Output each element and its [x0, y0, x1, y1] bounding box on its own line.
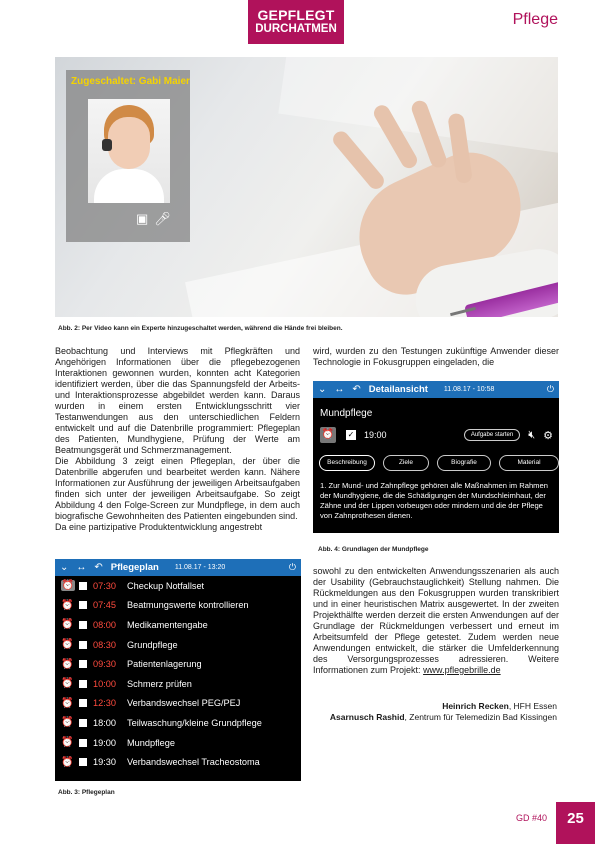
gear-icon[interactable]: ⚙ [543, 429, 553, 442]
figure-3-caption: Abb. 3: Pflegeplan [58, 789, 115, 796]
task-time: 08:30 [93, 639, 116, 650]
table-row[interactable] [55, 576, 301, 596]
task-name: Patientenlagerung [127, 659, 202, 670]
back-icon[interactable]: ↶ [94, 562, 103, 573]
alarm-off-icon[interactable]: ⏰ [61, 756, 74, 768]
task-name: Verbandswechsel Tracheostoma [127, 757, 260, 768]
paragraph: Die Abbildung 3 zeigt einen Pflegeplan, der über die Datenbrille abgerufen und bearbeitet werden kann. Nähere Informationen zur Ausführung der jeweiligen Arbeitsaufgaben finden sich unter der jeweiligen Arbeitsaufgabe. So zeigt Abbildung 4 den Folge-Screen zur Mundpflege, in dem auch biografische Gewohnheiten des Patienten eingebunden sind. [55, 456, 300, 521]
table-row[interactable] [55, 615, 301, 635]
paragraph: wird, wurden zu den Testungen zukünftige Anwender dieser Technologie in Fokusgruppen eingeladen, die [313, 346, 559, 367]
detail-heading: Mundpflege [320, 408, 373, 419]
pflegeplan-screen [55, 559, 301, 781]
task-checkbox[interactable] [79, 699, 87, 707]
author-name: Heinrich Recken [442, 701, 509, 711]
start-task-button[interactable]: Aufgabe starten [464, 429, 520, 441]
alarm-off-icon[interactable]: ⏰ [61, 697, 74, 709]
alarm-off-icon[interactable]: ⏰ [61, 619, 74, 631]
task-checkbox[interactable] [79, 582, 87, 590]
detail-title: Detailansicht [368, 384, 428, 395]
task-name: Verbandswechsel PEG/PEJ [127, 698, 241, 709]
author-affiliation: , Zentrum für Telemedizin Bad Kissingen [404, 712, 557, 722]
alarm-off-icon[interactable]: ⏰ [61, 658, 74, 670]
figure-4-caption: Abb. 4: Grundlagen der Mundpflege [318, 546, 429, 553]
table-row[interactable] [55, 752, 301, 772]
right-column-top [313, 346, 559, 368]
issue-label: GD #40 [516, 813, 548, 823]
back-icon[interactable]: ↶ [352, 384, 361, 395]
task-time: 10:00 [93, 678, 116, 689]
left-column [55, 346, 300, 533]
task-name: Schmerz prüfen [127, 678, 192, 689]
task-name: Grundpflege [127, 639, 178, 650]
task-name: Medikamentengabe [127, 619, 208, 630]
headset-icon [102, 139, 112, 151]
table-row[interactable] [55, 596, 301, 616]
page-number: 25 [556, 802, 595, 844]
paragraph: Da eine partizipative Produktentwicklung angestrebt [55, 522, 263, 532]
task-time: 07:45 [93, 600, 116, 611]
mute-icon[interactable]: 🔇︎ [528, 428, 536, 441]
chevron-down-icon[interactable]: ⌄ [318, 384, 327, 395]
table-row[interactable] [55, 654, 301, 674]
power-icon[interactable]: ⏻ [288, 562, 296, 572]
author-2 [309, 712, 557, 723]
pflegeplan-header-bar [55, 559, 301, 576]
logo-line-2: DURCHATMEN [255, 23, 337, 35]
detail-time: 11.08.17 - 10:58 [443, 386, 495, 393]
table-row[interactable] [55, 674, 301, 694]
paragraph: Beobachtung und Interviews mit Pflegkräften und Angehörigen Informationen über die pflegebezogenen Interaktionen gewonnen wurden, konnten acht Kategorien identifiziert werden, über die das Spannungsfeld der Arbeits- und Interaktionsprozesse abgebildet werden kann. Daraus wurden in einem ersten Entwicklungsschritt vier Testanwendungen aus den unterschiedlichen Feldern entwickelt und auf die Datenbrille programmiert: Pflegeplan des Patienten, Mundhygiene, Prüfung der Werte am Beatmungsgerät und Schmerzmanagement. [55, 346, 300, 455]
microphone-icon[interactable]: 🎤︎ [154, 211, 171, 226]
task-time: 18:00 [93, 717, 116, 728]
task-checkbox[interactable]: ✓ [347, 430, 355, 439]
task-checkbox[interactable] [79, 660, 87, 668]
pflegeplan-title: Pflegeplan [110, 562, 159, 573]
task-time: 19:30 [93, 757, 116, 768]
tab-ziele[interactable]: Ziele [383, 455, 429, 471]
pflegeplan-time: 11.08.17 - 13:20 [174, 564, 226, 571]
right-column-bottom [313, 566, 559, 676]
table-row[interactable] [55, 713, 301, 733]
task-checkbox[interactable] [79, 621, 87, 629]
magazine-logo [248, 0, 344, 44]
author-affiliation: , HFH Essen [508, 701, 557, 711]
task-name: Mundpflege [127, 737, 176, 748]
alarm-off-icon[interactable]: ⏰ [61, 678, 74, 690]
tab-biografie[interactable]: Biografie [437, 455, 491, 471]
detail-header-bar [313, 381, 559, 398]
alarm-off-icon[interactable]: ⏰ [61, 599, 74, 611]
video-camera-icon[interactable]: ▣ [136, 211, 149, 226]
alarm-off-icon[interactable]: ⏰ [61, 580, 75, 592]
project-link[interactable]: www.pflegebrille.de [423, 665, 501, 675]
task-name: Teilwaschung/kleine Grundpflege [127, 717, 262, 728]
author-1 [442, 701, 557, 712]
figure-2-caption: Abb. 2: Per Video kann ein Experte hinzugeschaltet werden, während die Hände frei bleiben. [58, 325, 343, 332]
alarm-off-icon[interactable]: ⏰ [61, 717, 74, 729]
task-checkbox[interactable] [79, 719, 87, 727]
task-checkbox[interactable] [79, 758, 87, 766]
task-checkbox[interactable] [79, 680, 87, 688]
video-call-overlay [66, 70, 190, 242]
task-name: Checkup Notfallset [127, 580, 205, 591]
logo-line-1: GEPFLEGT [257, 7, 335, 23]
section-title: Pflege [512, 11, 558, 28]
task-checkbox[interactable] [79, 601, 87, 609]
task-time: 12:30 [93, 698, 116, 709]
table-row[interactable] [55, 733, 301, 753]
task-list [55, 576, 301, 772]
alarm-off-icon[interactable]: ⏰ [61, 639, 74, 651]
task-time: 09:30 [93, 659, 116, 670]
detail-description: 1. Zur Mund- und Zahnpflege gehören alle Maßnahmen im Rahmen der Mundhygiene, die die Schädigungen der Mundschleimhaut, der Zähne und der Lippen vorbeugen oder mindern und die der Pflege von Zahnprothesen dienen. [320, 481, 548, 520]
tab-beschreibung[interactable]: Beschreibung [319, 455, 375, 471]
video-caption: Zugeschaltet: Gabi Maier [71, 76, 190, 87]
chevron-down-icon[interactable]: ⌄ [60, 562, 69, 573]
task-time: 07:30 [93, 580, 116, 591]
alarm-off-icon[interactable]: ⏰ [320, 427, 336, 443]
task-checkbox[interactable] [79, 641, 87, 649]
detail-screen [313, 381, 559, 533]
tab-material[interactable]: Material [499, 455, 559, 471]
detail-tabs [313, 443, 559, 471]
task-checkbox[interactable] [79, 739, 87, 747]
alarm-off-icon[interactable]: ⏰ [61, 737, 74, 749]
table-row[interactable] [55, 635, 301, 655]
swap-icon[interactable]: ↔ [334, 384, 345, 395]
task-time: 08:00 [93, 619, 116, 630]
paragraph: sowohl zu den entwickelten Anwendungsszenarien als auch der Usability (Gebrauchstauglichkeit) Stellung nahmen. Die Rückmeldungen aus den Fokusgruppen wurden transkribiert und in einer heuristischen Matrix ausgewertet. In der zweiten Projekthälfte werden derzeit die ersten Anwendungen auf der Grundlage der Rückmeldungen verbessert und erneut im Arbeitsumfeld der Pflege getestet. Zudem werden neue Anwendungen entwickelt, die stärker die Umfelderkennung des Versorgungsprozesses adressieren. Weitere Informationen zum Projekt: [313, 566, 559, 675]
caller-video [88, 99, 170, 203]
swap-icon[interactable]: ↔ [76, 562, 87, 573]
power-icon[interactable]: ⏻ [546, 384, 554, 394]
task-name: Beatmungswerte kontrollieren [127, 600, 249, 611]
slot-time: 19:00 [364, 430, 387, 440]
table-row[interactable] [55, 694, 301, 714]
task-time: 19:00 [93, 737, 116, 748]
author-name: Asarnusch Rashid [329, 712, 405, 722]
